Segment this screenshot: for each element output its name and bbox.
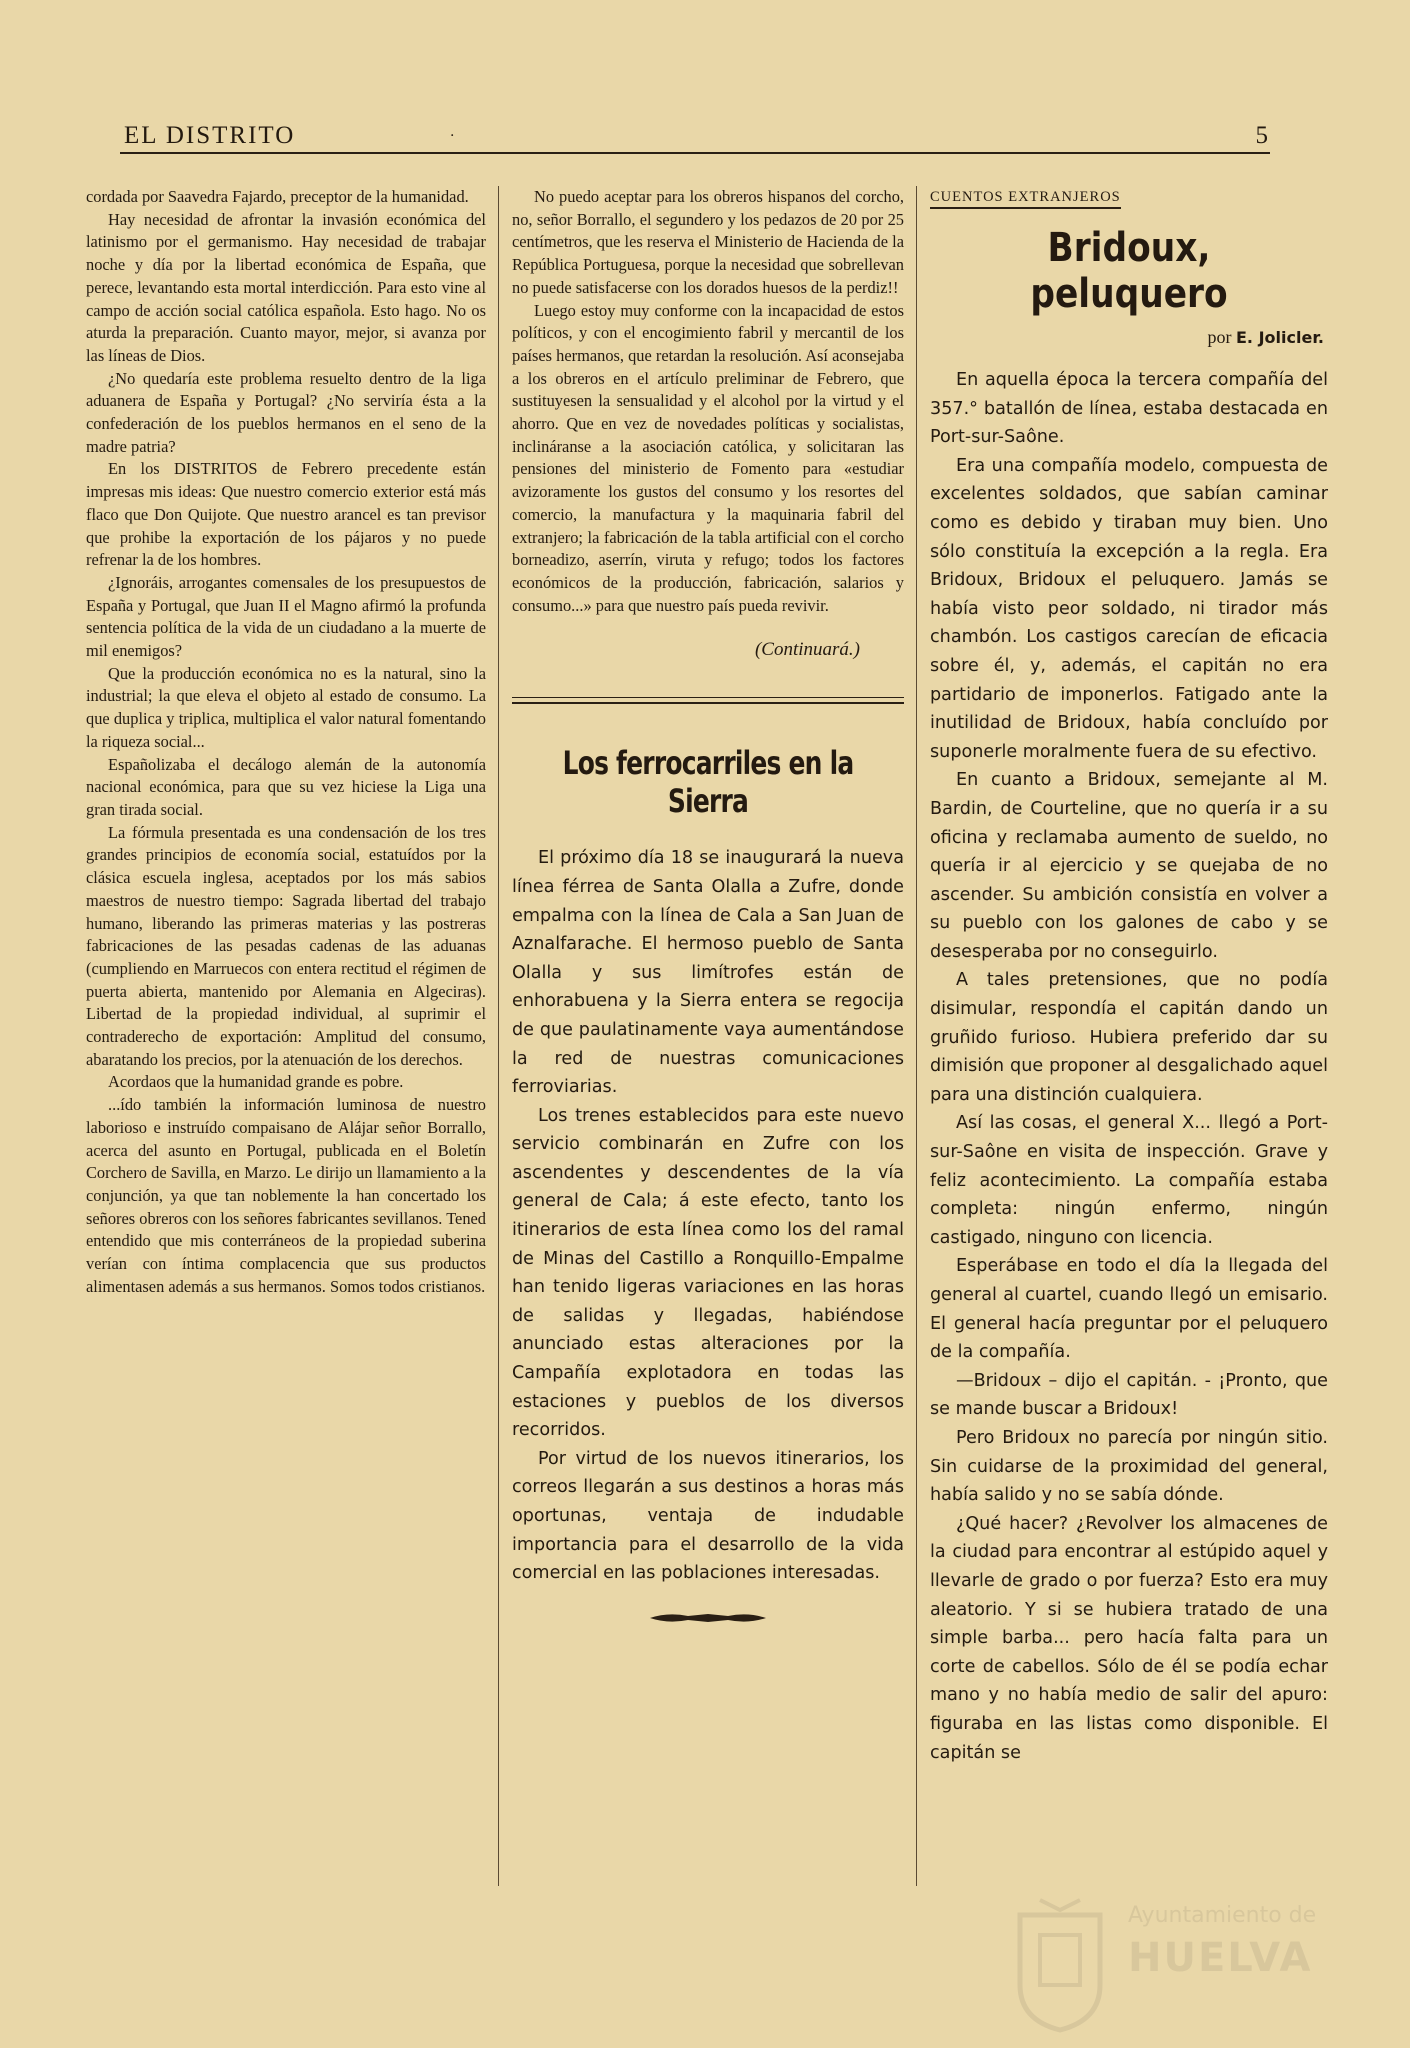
byline-prefix: por: [1207, 327, 1232, 347]
page-number: 5: [1255, 122, 1268, 149]
story-paragraph: En cuanto a Bridoux, semejante al M. Bardin, de Courteline, que no quería ir a su oficina y reclamaba aumento de sueldo, no quería ir al ejercicio y se quejaba de no ascender. Su ambición consistía en volver a su pueblo con los galones de cabo y se desesperaba por no conseguirlo.: [930, 770, 1328, 962]
column-rule-2: [916, 186, 917, 1886]
col2-paragraph: No puedo aceptar para los obreros hispanos del corcho, no, señor Borrallo, el segundero y los pedazos de 20 por 25 centímetros, que les reserva el Ministerio de Hacienda de la República Portuguesa, porque la necesidad que sobrellevan no puede satisfacerse con los dorados huesos de la perdiz!!: [512, 187, 904, 297]
railway-paragraph: Por virtud de los nuevos itinerarios, los correos llegarán a sus destinos a horas más oportunas, ventaja de indudable importancia para el desarrollo de la vida comercial en las poblaciones interesadas.: [512, 1448, 904, 1584]
col1-paragraph: Hay necesidad de afrontar la invasión económica del latinismo por el germanismo. Hay necesidad de trabajar noche y día por la libertad económica de España, que perece, levantando esta mortal interdicción. Para esto vine al campo de acción social católica española. Esto hago. No os aturda la preparación. Cuanto mayor, mejor, si avanza por las líneas de Dios.: [86, 209, 486, 365]
section-divider: [512, 697, 904, 704]
story-paragraph: Así las cosas, el general X... llegó a Port-sur-Saône en visita de inspección. Grave y feliz acontecimiento. La compañía estaba completa: ningún enfermo, ningún castigado, ninguno con licencia.: [930, 1113, 1328, 1248]
archive-watermark: [1010, 1895, 1350, 2035]
col1-paragraph: ¿Ignoráis, arrogantes comensales de los presupuestos de España y Portugal, que Juan II el Magno afirmó la profunda sentencia política de la vida de un ciudadano a la muerte de mil enemigos?: [86, 572, 486, 661]
col2-paragraph: Luego estoy muy conforme con la incapacidad de estos políticos, y con el encogimiento fabril y mercantil de los países hermanos, que retardan la resolución. Así aconsejaba a los obreros en el artículo preliminar de Febrero, que sustituyesen la sensualidad y el alcohol por la virtud y el ahorro. Que en vez de novedades políticas y socialistas, inclináranse a la asociación católica, y solicitaran las pensiones del ministerio de Fomento para «estudiar avizoramente los gustos del consumo y los resortes del comercio, la manufactura y la maquinaria fabril del extranjero; la fabricación de la tabla artificial con el corcho borneadizo, aserrín, viruta y refugo; todos los factores económicos de la producción, fabricación, salarios y consumo...» para que nuestro país pueda revivir.: [512, 300, 904, 615]
col1-paragraph: ¿No quedaría este problema resuelto dentro de la liga aduanera de España y Portugal? ¿No serviría ésta a la confederación de los pueblos hermanos en el seno de la madre patria?: [86, 368, 486, 456]
col1-paragraph: Que la producción económica no es la natural, sino la industrial; la que eleva el objeto al estado de consumo. La que duplica y triplica, multiplica el valor natural fomentando la riqueza social...: [86, 663, 486, 751]
byline-author: E. Jolicler.: [1236, 328, 1324, 347]
col1-paragraph: En los DISTRITOS de Febrero precedente están impresas mis ideas: Que nuestro comercio exterior está más flaco que Don Quijote. Que nuestro arancel es tan previsor que prohibe la exportación de los pájaros y no puede refrenar la de los hombres.: [86, 459, 486, 570]
story-paragraph: Esperábase en todo el día la llegada del general al cuartel, cuando llegó un emisario. El general hacía preguntar por el peluquero de la compañía.: [930, 1256, 1328, 1363]
coat-of-arms-icon: [1010, 1895, 1110, 2035]
col1-paragraph: ...ído también la información luminosa de nuestro laborioso e instruído compaisano de Alájar señor Borrallo, acerca del asunto en Portugal, publicada en el Boletín Corchero de Savilla, en Marzo. Le dirijo un llamamiento a la conjunción, ya que tan noblemente la han concertado los señores obreros con los señores fabricantes sevillanos. Tened entendido que mis conterráneos de la propiedad suberina verían con íntima complacencia que sus productos alimentasen además a sus hermanos. Somos todos cristianos.: [86, 1095, 487, 1296]
col1-paragraph: cordada por Saavedra Fajardo, preceptor de la humanidad.: [86, 187, 469, 206]
railway-paragraph: El próximo día 18 se inaugurará la nueva línea férrea de Santa Olalla a Zufre, donde empalma con la línea de Cala a San Juan de Aznalfarache. El hermoso pueblo de Santa Olalla y sus limítrofes están de enhorabuena y la Sierra entera se regocija de que paulatinamente vaya aumentándose la red de nuestras comunicaciones ferroviarias.: [512, 848, 904, 1098]
paper-title: EL DISTRITO: [124, 122, 296, 149]
col1-paragraph: Españolizaba el decálogo alemán de la autonomía nacional económica, para que su vez hiciese la Liga una gran tirada social.: [86, 754, 486, 819]
column-rule-1: [498, 186, 499, 1886]
section-label: CUENTOS EXTRANJEROS: [930, 189, 1121, 209]
story-headline: Bridoux, peluquero: [1030, 225, 1228, 317]
col1-paragraph: Acordaos que la humanidad grande es pobre.: [108, 1072, 404, 1092]
page-header: [120, 120, 1270, 154]
story-paragraph: Era una compañía modelo, compuesta de excelentes soldados, que sabían caminar como es debido y tiraban muy bien. Uno sólo constituía la excepción a la regla. Era Bridoux, Bridoux el peluquero. Jamás se había visto peor soldado, ni tirador más chambón. Los castigos carecían de eficacia sobre él, y, además, el capitán no era partidario de imponerlos. Fatigado ante la inutilidad de Bridoux, había concluído por suponerle moralmente fuera de su efectivo.: [930, 455, 1328, 762]
railway-headline: Los ferrocarriles en la Sierra: [562, 744, 854, 821]
story-paragraph: En aquella época la tercera compañía del 357.° batallón de línea, estaba destacada en Port-sur-Saône.: [930, 370, 1328, 448]
story-paragraph: ¿Qué hacer? ¿Revolver los almacenes de la ciudad para encontrar al estúpido aquel y llevarle de grado o por fuerza? Esto era muy aleatorio. Y si se hubiera tratado de una simple barba... pero hacía falta para un corte de cabellos. Sólo de él se podía echar mano y no había medio de salir del apuro: figuraba en las listas como disponible. El capitán se: [930, 1513, 1328, 1763]
continued-note: (Continuará.): [754, 639, 860, 661]
end-ornament: [648, 1610, 768, 1626]
column-2: [512, 186, 904, 1626]
watermark-sub: Ayuntamiento de: [1128, 1903, 1317, 1928]
story-paragraph: Pero Bridoux no parecía por ningún sitio. Sin cuidarse de la proximidad del general, había salido y no se sabía dónde.: [930, 1427, 1328, 1506]
header-dot: ·: [450, 128, 455, 144]
railway-paragraph: Los trenes establecidos para este nuevo servicio combinarán en Zufre con los ascendentes y descendentes de la vía general de Cala; á este efecto, tanto los itinerarios de esta línea como los del ramal de Minas del Castillo a Ronquillo-Empalme han tenido ligeras variaciones en las horas de salidas y llegadas, habiéndose anunciado estas alteraciones por la Campañía explotadora en todas las estaciones y pueblos de los diversos recorridos.: [512, 1105, 904, 1441]
story-paragraph: A tales pretensiones, que no podía disimular, respondía el capitán dando un gruñido furioso. Hubiera preferido dar su dimisión que proponer al desgalichado aquel para una distinción cualquiera.: [930, 970, 1328, 1105]
column-3: [930, 186, 1328, 1767]
col1-paragraph: La fórmula presentada es una condensación de los tres grandes principios de economía social, estatuídos por la clásica escuela inglesa, aceptados por los más sabios maestros de nuestro tiempo: Sagrada libertad del trabajo humano, liberando las primeras materias y las postreras fabricaciones de las pesadas cadenas de las aduanas (cumpliendo en Marruecos con entera rectitud el régimen de puerta abierta, mantenido por Alemania en Algeciras). Libertad de la propiedad individual, al suprimir el contraderecho de exportación: Amplitud del consumo, abaratando los precios, por la atenuación de los derechos.: [86, 822, 486, 1069]
column-1: [86, 186, 486, 1298]
byline: [930, 327, 1324, 348]
story-paragraph: —Bridoux – dijo el capitán. - ¡Pronto, que se mande buscar a Bridoux!: [930, 1370, 1328, 1420]
watermark-main: HUELVA: [1128, 1935, 1313, 1981]
